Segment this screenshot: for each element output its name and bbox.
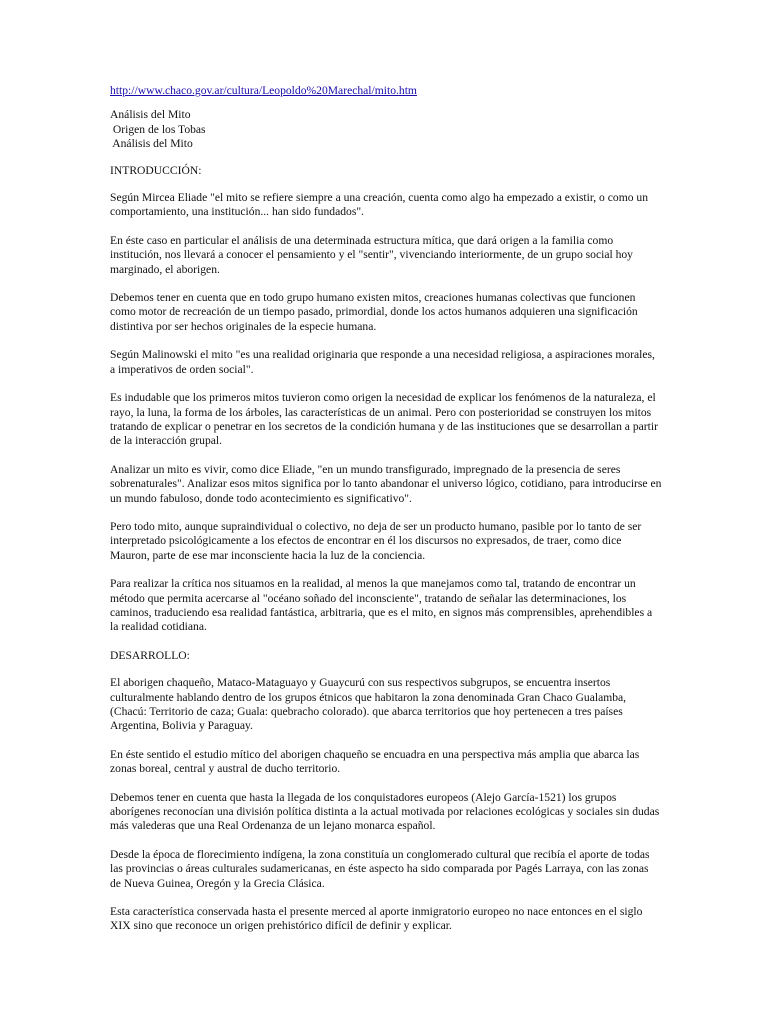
dev-paragraph-2: En éste sentido el estudio mítico del aborigen chaqueño se encuadra en una perspectiva más amplia que abarca las zonas boreal, central y austral de ducho territorio.	[110, 747, 640, 776]
dev-paragraph-1: El aborigen chaqueño, Mataco-Mataguayo y Guaycurú con sus respectivos subgrupos, se encuentra insertos culturalmente hablando dentro de los grupos étnicos que habitaron la zona denominada Gran Chaco Gualamba, (Chacú: Territorio de caza; Guala: quebracho colorado). que abarca territorios que hoy pertenecen a tres países Argentina, Bolivia y Paraguay.	[110, 676, 627, 733]
intro-paragraph-4: Según Malinowski el mito "es una realidad originaria que responde a una necesidad religiosa, a aspiraciones morales, a imperativos de orden social".	[110, 348, 655, 376]
dev-paragraph-3: Debemos tener en cuenta que hasta la llegada de los conquistadores europeos (Alejo García-1521) los grupos aborígenes reconocían una división política distinta a la actual motivada por relaciones ecológicas y sociales sin dudas más valederas que una Real Ordenanza de un lejano monarca español.	[110, 790, 660, 833]
source-link[interactable]: http://www.chaco.gov.ar/cultura/Leopoldo%20Marechal/mito.htm	[110, 84, 417, 97]
document-header	[110, 108, 662, 151]
dev-paragraph-4: Desde la época de florecimiento indígena, la zona constituía un conglomerado cultural que recibía el aporte de todas las provincias o áreas culturales sudamericanas, en éste aspecto ha sido comparada por Pagés Larraya, con las zonas de Nueva Guinea, Oregón y la Grecia Clásica.	[110, 847, 650, 890]
intro-paragraph-7: Pero todo mito, aunque supraindividual o colectivo, no deja de ser un producto humano, pasible por lo tanto de ser interpretado psicológicamente a los efectos de encontrar en él los discursos no expresados, de traer, como dice Mauron, parte de ese mar inconsciente hacia la luz de la conciencia.	[110, 519, 642, 562]
document-page	[110, 84, 662, 948]
development-heading: DESARROLLO:	[110, 648, 190, 662]
intro-paragraph-3: Debemos tener en cuenta que en todo grupo humano existen mitos, creaciones humanas colectivas que funcionen como motor de recreación de un tiempo pasado, primordial, donde los actos humanos adquieren una significación distintiva por ser hechos originales de la especie humana.	[110, 291, 638, 333]
intro-paragraph-5: Es indudable que los primeros mitos tuvieron como origen la necesidad de explicar los fenómenos de la naturaleza, el rayo, la luna, la forma de los árboles, las características de un animal. Pero con posterioridad se construyen los mitos tratando de explicar o penetrar en los secretos de la condición humana y de las instituciones que se desarrollan a partir de la interacción grupal.	[110, 391, 658, 448]
intro-heading: INTRODUCCIÓN:	[110, 163, 202, 177]
intro-paragraph-2: En éste caso en particular el análisis de una determinada estructura mítica, que dará origen a la familia como institución, nos llevará a conocer el pensamiento y el "sentir", vivenciando interiormente, de un grupo social hoy marginado, el aborigen.	[110, 233, 633, 276]
dev-paragraph-5: Esta característica conservada hasta el presente merced al aporte inmigratorio europeo no nace entonces en el siglo XIX sino que reconoce un origen prehistórico difícil de definir y explicar.	[110, 905, 643, 933]
header-line-3: Análisis del Mito	[110, 137, 193, 151]
header-line-1: Análisis del Mito	[110, 108, 191, 122]
intro-paragraph-6: Analizar un mito es vivir, como dice Eliade, "en un mundo transfigurado, impregnado de la presencia de seres sobrenaturales". Analizar esos mitos significa por lo tanto abandonar el universo lógico, cotidiano, para introducirse en un mundo fabuloso, donde todo acontecimiento es significativo".	[110, 462, 662, 505]
intro-paragraph-1: Según Mircea Eliade "el mito se refiere siempre a una creación, cuenta como algo ha empezado a existir, o como un comportamiento, una institución... han sido fundados".	[110, 191, 649, 219]
intro-paragraph-8: Para realizar la crítica nos situamos en la realidad, al menos la que manejamos como tal, tratando de encontrar un método que permita acercarse al "océano soñado del inconsciente", tratando de señalar las determinaciones, los caminos, traduciendo esa realidad fantástica, arbitraria, que es el mito, en signos más comprensibles, aprehendibles a la realidad cotidiana.	[110, 577, 653, 634]
header-line-2: Origen de los Tobas	[110, 122, 206, 136]
